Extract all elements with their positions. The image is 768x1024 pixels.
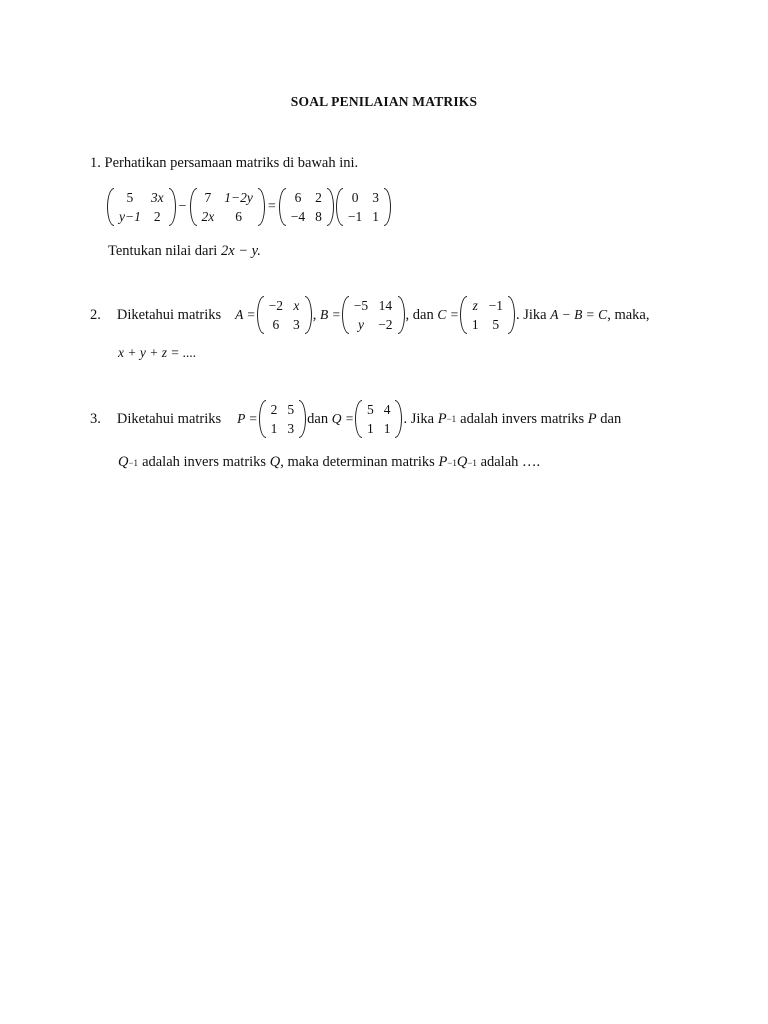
matrix-4: 0 3 −1 1 [336, 188, 391, 226]
matrix-a: −2 x 6 3 [257, 296, 312, 334]
question-3-determinant-text: , maka determinan matriks [280, 454, 435, 470]
matrix-2: 7 1−2y 2x 6 [190, 188, 265, 226]
matrix-b-label: B = [320, 307, 341, 322]
question-3-number: 3. [90, 410, 101, 427]
matrix-b: −5 14 y −2 [342, 296, 405, 334]
pq-p-symbol: P [438, 454, 448, 470]
matrix-a-label: A = [235, 307, 256, 322]
question-1-ask [108, 243, 261, 260]
question-3-line-2: Q −1 adalah invers matriks Q , maka determinan matriks P −1 Q −1 adalah …. [118, 454, 541, 470]
question-2-then: , maka, [607, 306, 650, 323]
matrix-p-name: P [587, 410, 597, 427]
page-title: SOAL PENILAIAN MATRIKS [290, 94, 478, 109]
question-2-line-2 [118, 345, 196, 361]
pq-q-symbol: Q [456, 454, 468, 470]
matrix-1: 5 3x y−1 2 [107, 188, 176, 226]
matrix-p-label: P = [237, 411, 258, 426]
matrix-q-name: Q [269, 454, 281, 470]
question-3-line-2-text: adalah invers matriks [142, 454, 267, 470]
matrix-p: 2 5 1 3 [259, 400, 307, 438]
question-3-text: Diketahui matriks [116, 410, 222, 427]
question-2-text: Diketahui matriks [116, 306, 222, 323]
matrix-3: 6 2 −4 8 [279, 188, 334, 226]
question-3-and: dan [307, 410, 329, 427]
question-2-ask: x + y + z = .... [118, 345, 197, 360]
question-3-line-1-end: dan [600, 410, 622, 427]
question-1-number: 1. [90, 155, 101, 171]
q-inverse-symbol: Q [118, 454, 129, 470]
question-1-equation: 5 3x y−1 2 − 7 1−2y 2x 6 = 6 2 −4 8 0 3 −1 1 [106, 188, 392, 226]
matrix-q: 5 4 1 1 [355, 400, 403, 438]
question-3-line-2-end: adalah …. [480, 454, 541, 470]
question-1-intro [90, 155, 358, 172]
question-2-if: . Jika [515, 306, 547, 323]
matrix-c-label: C = [437, 307, 459, 322]
question-3-line-1: 3. Diketahui matriks P = 2 5 1 3 dan Q = 5 4 1 1 . Jika P −1 adalah invers matriks P dan [90, 402, 622, 436]
question-2-and: , dan [405, 306, 434, 323]
question-2-number: 2. [90, 306, 101, 323]
question-1-text: Perhatikan persamaan matriks di bawah ini. [104, 155, 359, 171]
matrix-q-label: Q = [331, 411, 354, 426]
question-1-expression: 2x − y. [220, 243, 261, 259]
p-inverse-symbol: P [437, 410, 447, 427]
question-2-condition: A − B = C [550, 307, 608, 322]
question-1-ask-text: Tentukan nilai dari [108, 243, 218, 259]
question-2-line-1: 2. Diketahui matriks A = −2 x 6 3 , B = −5 14 y −2 , dan C = z −1 1 5 . Jika A − B = C , maka, [90, 298, 650, 332]
question-3-if: . Jika [403, 410, 435, 427]
matrix-c: z −1 1 5 [460, 296, 515, 334]
question-3-line-1-text: adalah invers matriks [460, 410, 585, 427]
